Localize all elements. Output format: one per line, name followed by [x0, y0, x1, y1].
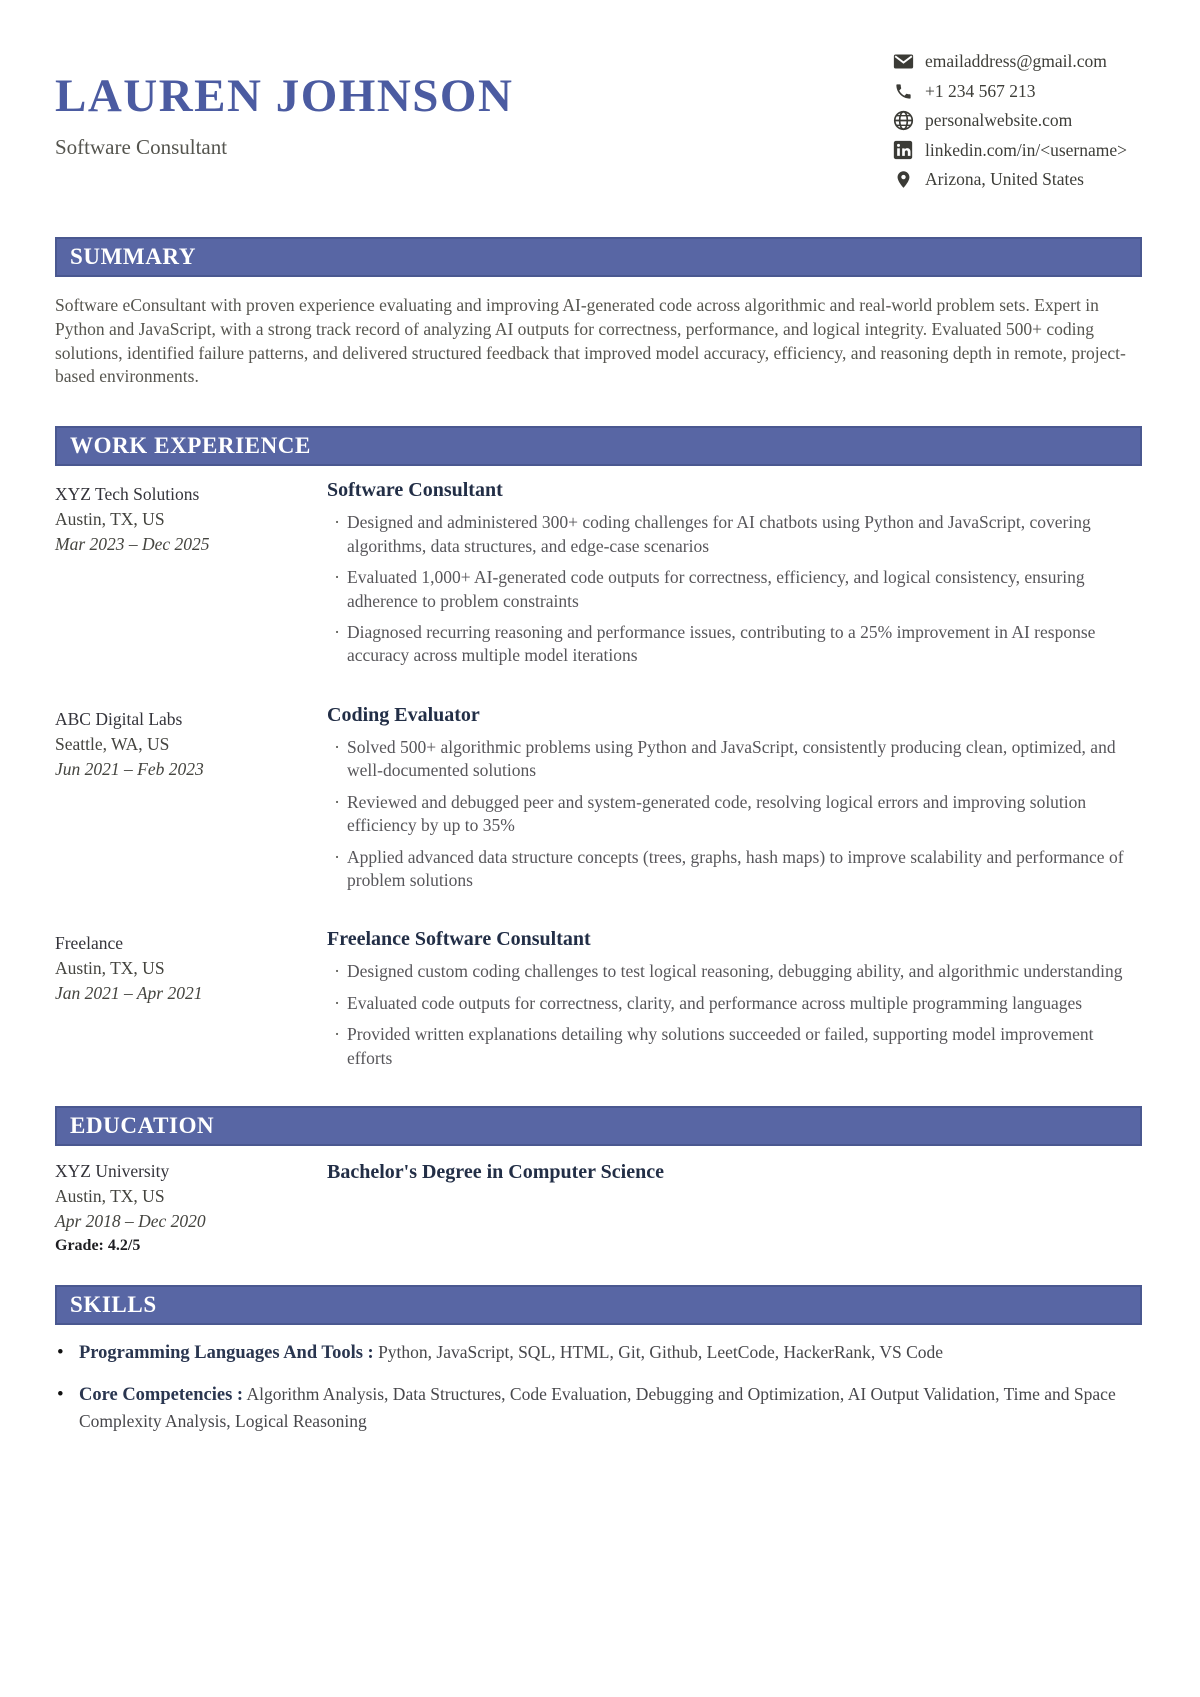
education-entry: [0, 1159, 1200, 1258]
job-2-details: [327, 704, 1142, 901]
bullet-marker: ·: [334, 961, 340, 982]
education-location: Austin, TX, US: [55, 1186, 165, 1207]
job-1-bullet-2: [327, 566, 1142, 613]
job-2-company: ABC Digital Labs: [55, 708, 183, 729]
education-degree: Bachelor's Degree in Computer Science: [327, 1161, 664, 1184]
skill-text-2: [79, 1382, 1142, 1433]
job-1-company: XYZ Tech Solutions: [55, 484, 200, 505]
skills-section-header: [55, 1285, 1142, 1325]
job-2-title: Coding Evaluator: [327, 703, 480, 726]
job-2-bullet-3: [327, 846, 1142, 893]
bullet-marker: •: [57, 1383, 64, 1405]
job-3-meta: [55, 928, 327, 1078]
contact-row-phone: [892, 81, 1142, 102]
linkedin-icon: [892, 140, 914, 161]
bullet-marker: ·: [334, 567, 340, 588]
job-2-bullet-1: [327, 736, 1142, 783]
job-entry-2: [55, 704, 1142, 901]
bullet-marker: ·: [334, 791, 340, 812]
bullet-text: Evaluated code outputs for correctness, clarity, and performance across multiple programming languages: [347, 992, 1083, 1013]
job-1-bullet-1: [327, 511, 1142, 558]
job-3-bullet-3: [327, 1023, 1142, 1070]
bullet-marker: ·: [334, 1024, 340, 1045]
skill-item-2: [55, 1382, 1142, 1433]
job-3-dates: Jan 2021 – Apr 2021: [55, 983, 203, 1004]
summary-heading: SUMMARY: [70, 244, 197, 269]
skills-list: [0, 1340, 1200, 1433]
contact-row-linkedin: [892, 140, 1142, 161]
skill-text-1: [79, 1340, 943, 1367]
summary-section-header: [55, 237, 1142, 277]
bullet-text: Designed and administered 300+ coding challenges for AI chatbots using Python and JavaScript, covering algorithms, data structures, and edge-case scenarios: [347, 512, 1091, 556]
contact-email: emailaddress@gmail.com: [925, 51, 1107, 71]
skill-item-1: [55, 1340, 1142, 1367]
job-2-meta: [55, 704, 327, 901]
job-3-details: [327, 928, 1142, 1078]
location-icon: [892, 169, 914, 190]
contact-row-website: [892, 110, 1142, 131]
job-1-bullet-3: [327, 621, 1142, 668]
bullet-text: Solved 500+ algorithmic problems using Python and JavaScript, consistently producing clean, optimized, and well-documented solutions: [347, 736, 1116, 781]
contact-linkedin: linkedin.com/in/<username>: [925, 139, 1127, 160]
job-1-location: Austin, TX, US: [55, 509, 165, 530]
job-3-company: Freelance: [55, 933, 124, 954]
contact-row-location: [892, 169, 1142, 190]
bullet-text: Diagnosed recurring reasoning and performance issues, contributing to a 25% improvement in AI response accuracy across multiple model iterations: [347, 621, 1096, 666]
resume-header: [0, 0, 1200, 190]
education-section-header: [55, 1106, 1142, 1146]
job-2-dates: Jun 2021 – Feb 2023: [55, 758, 204, 779]
bullet-marker: ·: [334, 621, 340, 642]
person-job-title: Software Consultant: [55, 135, 228, 160]
job-1-dates: Mar 2023 – Dec 2025: [55, 533, 210, 554]
skill-label-1: Programming Languages And Tools :: [79, 1342, 374, 1363]
contact-block: [892, 46, 1142, 190]
bullet-text: Reviewed and debugged peer and system-generated code, resolving logical errors and improving solution efficiency by up to 35%: [347, 791, 1087, 836]
summary-text: Software eConsultant with proven experience evaluating and improving AI-generated code across algorithmic and real-world problem sets. Expert in Python and JavaScript, with a strong track record of analyzing AI outputs for correctness, performance, and logical integrity. Evaluated 500+ coding solutions, identified failure patterns, and delivered structured feedback that improved model accuracy, efficiency, and reasoning depth in remote, project-based environments.: [55, 295, 1126, 387]
job-3-bullet-1: [327, 960, 1142, 983]
job-2-location: Seattle, WA, US: [55, 733, 170, 754]
person-name: LAUREN JOHNSON: [55, 70, 514, 122]
contact-row-email: [892, 51, 1142, 72]
job-3-location: Austin, TX, US: [55, 958, 165, 979]
bullet-text: Provided written explanations detailing why solutions succeeded or failed, supporting model improvement efforts: [347, 1024, 1094, 1068]
job-1-meta: [55, 479, 327, 676]
identity-block: [55, 46, 513, 190]
jobs-list: [0, 479, 1200, 1078]
skill-values-2: Algorithm Analysis, Data Structures, Code Evaluation, Debugging and Optimization, AI Output Validation, Time and Space Complexity Analysis, Logical Reasoning: [79, 1383, 1116, 1431]
phone-icon: [892, 81, 914, 102]
bullet-marker: ·: [334, 846, 340, 867]
contact-location: Arizona, United States: [925, 169, 1084, 189]
bullet-text: Evaluated 1,000+ AI-generated code outputs for correctness, efficiency, and logical consistency, ensuring adherence to problem constraints: [347, 567, 1085, 611]
website-icon: [892, 110, 914, 131]
skill-values-1: Python, JavaScript, SQL, HTML, Git, Github, LeetCode, HackerRank, VS Code: [378, 1341, 944, 1362]
education-dates: Apr 2018 – Dec 2020: [55, 1210, 206, 1231]
job-1-title: Software Consultant: [327, 479, 503, 502]
skill-label-2: Core Competencies :: [79, 1384, 244, 1405]
education-grade: Grade: 4.2/5: [55, 1236, 141, 1254]
bullet-text: Applied advanced data structure concepts (trees, graphs, hash maps) to improve scalability and performance of problem solutions: [347, 846, 1124, 890]
job-3-title: Freelance Software Consultant: [327, 928, 591, 951]
email-icon: [892, 51, 914, 72]
job-3-bullet-2: [327, 992, 1142, 1015]
contact-website: personalwebsite.com: [925, 110, 1073, 130]
education-heading: EDUCATION: [70, 1113, 215, 1139]
bullet-marker: •: [57, 1341, 64, 1363]
education-meta: [55, 1159, 327, 1258]
bullet-marker: ·: [334, 992, 340, 1013]
job-entry-3: [55, 928, 1142, 1078]
job-1-details: [327, 479, 1142, 676]
skills-heading: SKILLS: [70, 1291, 157, 1317]
bullet-text: Designed custom coding challenges to test logical reasoning, debugging ability, and algorithmic understanding: [347, 961, 1123, 982]
work-experience-section-header: [55, 426, 1142, 466]
bullet-marker: ·: [334, 512, 340, 533]
education-school: XYZ University: [55, 1161, 170, 1182]
education-details: [327, 1159, 1142, 1258]
contact-phone: +1 234 567 213: [925, 80, 1036, 101]
job-2-bullet-2: [327, 791, 1142, 838]
work-experience-heading: WORK EXPERIENCE: [70, 433, 311, 459]
job-entry-1: [55, 479, 1142, 676]
bullet-marker: ·: [334, 736, 340, 757]
